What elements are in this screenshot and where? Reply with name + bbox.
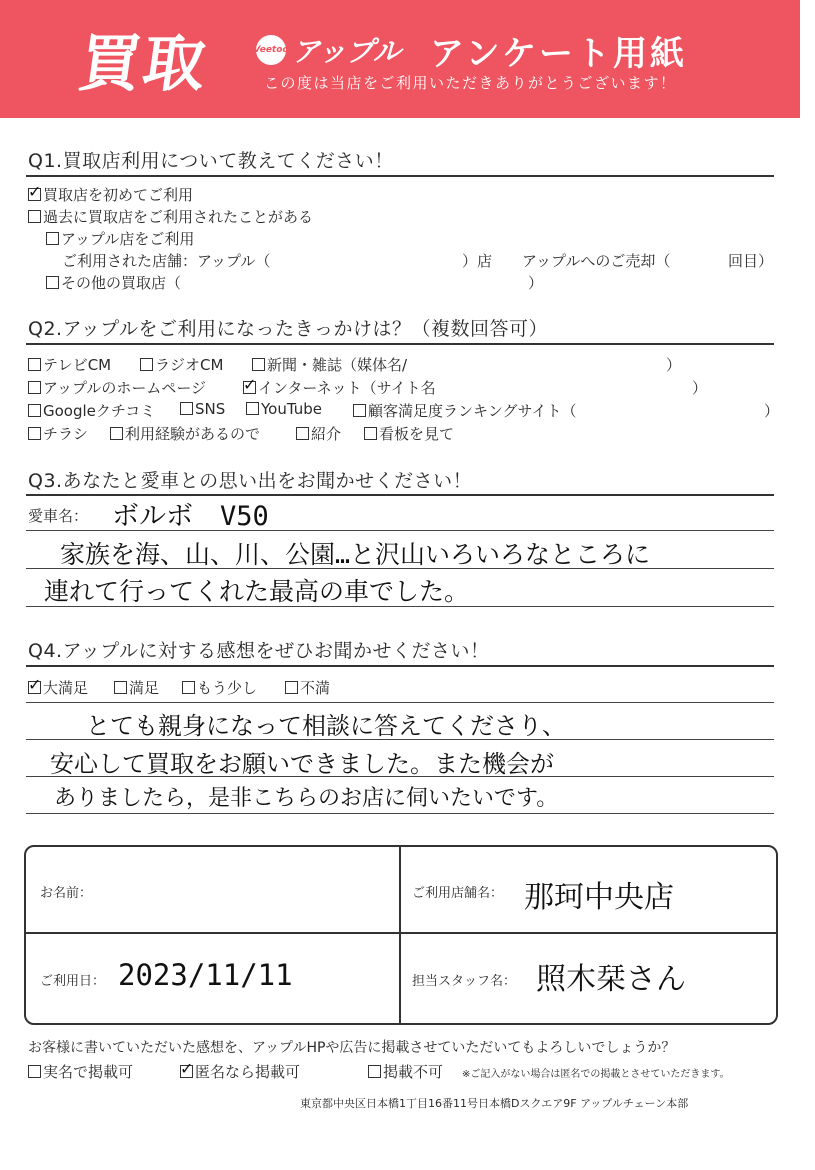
writing-line xyxy=(26,776,774,777)
q2-option-ranking[interactable] xyxy=(353,400,577,421)
q1-option-label: 買取店を初めてご利用 xyxy=(43,186,194,204)
publish-option-no[interactable] xyxy=(368,1061,443,1082)
checkbox-icon[interactable] xyxy=(285,681,298,694)
staff-value[interactable]: 照木栞さん xyxy=(536,962,686,997)
name-label: お名前： xyxy=(40,886,93,901)
q2-option-label: YouTube xyxy=(261,400,322,418)
date-value[interactable]: 2023/11/11 xyxy=(118,958,293,992)
q1-store-line: ご利用された店舗：アップル（ xyxy=(62,252,271,270)
q2-option-label: 顧客満足度ランキングサイト（ xyxy=(368,402,577,420)
store-name-value[interactable]: 那珂中央店 xyxy=(524,880,674,915)
checkbox-icon[interactable] xyxy=(28,358,41,371)
checkbox-icon[interactable] xyxy=(140,358,153,371)
q2-option-tvcm[interactable] xyxy=(28,354,111,375)
checkbox-checked-icon[interactable] xyxy=(28,681,41,694)
publish-option-label: 匿名なら掲載可 xyxy=(195,1063,301,1081)
q2-option-internet[interactable] xyxy=(243,377,436,398)
writing-line xyxy=(26,813,774,814)
q1-store-suffix: ）店 xyxy=(462,252,493,270)
q4-option-very-satisfied[interactable] xyxy=(28,677,88,698)
q2-option-label: 看板を見て xyxy=(379,425,455,443)
q1-option-label: 過去に買取店をご利用されたことがある xyxy=(43,208,314,226)
q1-option-other[interactable] xyxy=(46,272,181,293)
q2-option-label: ラジオCM xyxy=(155,356,224,374)
q2-option-sns[interactable] xyxy=(180,400,225,418)
q2-option-flyer[interactable] xyxy=(28,423,88,444)
q4-option-label: 満足 xyxy=(129,679,160,697)
q3-answer-line[interactable]: 家族を海、山、川、公園…と沢山いろいろなところに xyxy=(60,540,651,569)
checkbox-icon[interactable] xyxy=(28,381,41,394)
kaitori-logo: 買取 xyxy=(74,27,213,100)
q2-option-label: 利用経験があるので xyxy=(125,425,261,443)
q3-answer-line[interactable]: 連れて行ってくれた最高の車でした。 xyxy=(44,577,470,606)
staff-label: 担当スタッフ名： xyxy=(412,974,517,989)
writing-line xyxy=(26,702,774,703)
checkbox-checked-icon[interactable] xyxy=(28,188,41,201)
writing-line xyxy=(26,606,774,607)
date-label: ご利用日： xyxy=(40,974,106,989)
q4-answer-line[interactable]: ありましたら，是非こちらのお店に伺いたいです。 xyxy=(54,786,559,811)
checkbox-icon[interactable] xyxy=(28,427,41,440)
publish-option-anonymous[interactable] xyxy=(180,1061,300,1082)
checkbox-icon[interactable] xyxy=(28,1065,41,1078)
q2-option-label: Googleクチコミ xyxy=(43,402,156,420)
q2-option-radiocm[interactable] xyxy=(140,354,223,375)
q4-option-satisfied[interactable] xyxy=(114,677,159,698)
q1-option-first-time[interactable] xyxy=(28,184,193,205)
car-name-label: 愛車名： xyxy=(28,507,89,525)
brand xyxy=(253,30,401,70)
publish-note: ※ご記入がない場合は匿名での掲載とさせていただきます。 xyxy=(462,1069,730,1080)
q2-option-newspaper[interactable] xyxy=(252,354,407,375)
checkbox-checked-icon[interactable] xyxy=(180,1065,193,1078)
q4-option-label: もう少し xyxy=(197,679,258,697)
q4-answer-line[interactable]: 安心して買取をお願いできました。また機会が xyxy=(50,750,554,778)
checkbox-icon[interactable] xyxy=(46,232,59,245)
checkbox-icon[interactable] xyxy=(114,681,127,694)
q1-sales-suffix: 回目） xyxy=(728,252,774,270)
q2-option-youtube[interactable] xyxy=(246,400,322,418)
publish-option-label: 掲載不可 xyxy=(383,1063,444,1081)
q4-option-dissatisfied[interactable] xyxy=(285,677,330,698)
checkbox-icon[interactable] xyxy=(46,276,59,289)
form-title: アンケート用紙 xyxy=(430,34,687,74)
table-divider xyxy=(24,932,776,934)
publish-question: お客様に書いていただいた感想を、アップルHPや広告に掲載させていただいてもよろしいでしょうか？ xyxy=(28,1040,676,1056)
q4-option-label: 不満 xyxy=(300,679,331,697)
q4-option-so-so[interactable] xyxy=(182,677,257,698)
q2-close-3: ） xyxy=(764,402,780,420)
q2-option-label: SNS xyxy=(195,400,226,418)
q4-rule xyxy=(26,665,774,667)
checkbox-icon[interactable] xyxy=(252,358,265,371)
writing-line xyxy=(26,530,774,531)
q2-heading: Q2.アップルをご利用になったきっかけは？（複数回答可） xyxy=(28,318,548,340)
checkbox-icon[interactable] xyxy=(182,681,195,694)
publish-option-real-name[interactable] xyxy=(28,1061,133,1082)
q1-heading: Q1.買取店利用について教えてください！ xyxy=(28,150,394,172)
checkbox-icon[interactable] xyxy=(353,404,366,417)
q4-option-label: 大満足 xyxy=(43,679,89,697)
checkbox-icon[interactable] xyxy=(110,427,123,440)
q1-option-label: アップル店をご利用 xyxy=(61,230,195,248)
checkbox-icon[interactable] xyxy=(28,404,41,417)
q2-option-label: アップルのホームページ xyxy=(43,379,207,397)
q1-option-label: その他の買取店（ xyxy=(61,274,182,292)
q2-option-referral[interactable] xyxy=(296,423,341,444)
q1-rule xyxy=(26,175,774,177)
writing-line xyxy=(26,568,774,569)
checkbox-icon[interactable] xyxy=(364,427,377,440)
q1-sales-count: アップルへのご売却（ xyxy=(522,252,671,270)
checkbox-icon[interactable] xyxy=(180,402,193,415)
q4-heading: Q4.アップルに対する感想をぜひお聞かせください！ xyxy=(28,640,490,662)
q2-option-experience[interactable] xyxy=(110,423,260,444)
checkbox-checked-icon[interactable] xyxy=(243,381,256,394)
checkbox-icon[interactable] xyxy=(246,402,259,415)
checkbox-icon[interactable] xyxy=(296,427,309,440)
q2-option-label: インターネット（サイト名 xyxy=(258,379,436,397)
footer-address: 東京都中央区日本橋1丁目16番11号日本橋Dスクエア9F アップルチェーン本部 xyxy=(300,1097,689,1110)
q1-option-used-before[interactable] xyxy=(28,206,313,227)
q2-close-2: ） xyxy=(692,379,708,397)
form-subtitle: この度は当店をご利用いただきありがとうございます！ xyxy=(264,74,677,92)
writing-line xyxy=(26,739,774,740)
brand-name: アップル xyxy=(292,35,401,68)
q2-close-1: ） xyxy=(666,356,682,374)
publish-option-label: 実名で掲載可 xyxy=(43,1063,134,1081)
car-name-value[interactable]: ボルボ V50 xyxy=(112,501,269,532)
q2-option-label: 新聞・雑誌（媒体名/ xyxy=(267,356,408,374)
q4-answer-line[interactable]: とても親身になって相談に答えてくださり、 xyxy=(86,712,566,740)
q2-option-label: テレビCM xyxy=(43,356,112,374)
q1-option-apple[interactable] xyxy=(46,228,194,249)
q3-heading: Q3.あなたと愛車との思い出をお聞かせください！ xyxy=(28,470,473,492)
q2-option-homepage[interactable] xyxy=(28,377,206,398)
brand-mark-icon: Veetoo xyxy=(256,35,286,65)
q2-option-label: チラシ xyxy=(43,425,89,443)
store-name-label: ご利用店舗名： xyxy=(412,886,504,901)
q2-option-google[interactable] xyxy=(28,400,155,421)
table-divider xyxy=(399,845,401,1025)
q1-other-close: ） xyxy=(528,274,544,292)
q2-option-signboard[interactable] xyxy=(364,423,454,444)
q2-rule xyxy=(26,343,774,345)
checkbox-icon[interactable] xyxy=(28,210,41,223)
checkbox-icon[interactable] xyxy=(368,1065,381,1078)
q2-option-label: 紹介 xyxy=(311,425,342,443)
